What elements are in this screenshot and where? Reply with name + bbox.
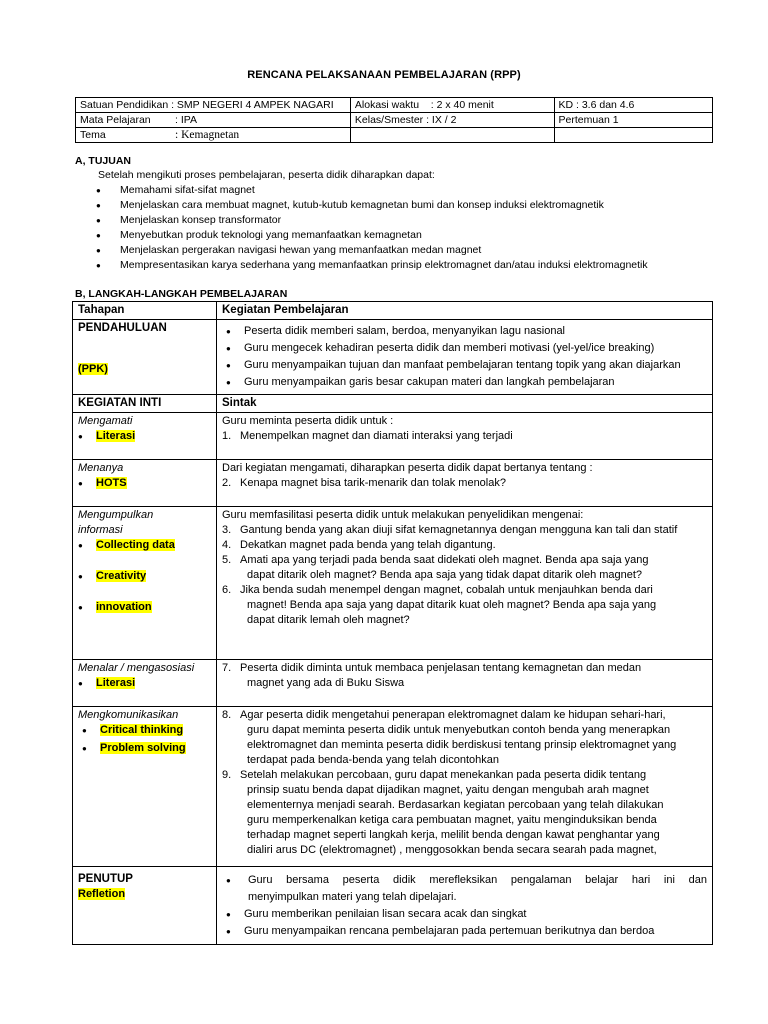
bullet-icon: ●: [96, 231, 101, 240]
stage-cell: [73, 660, 217, 707]
theme-label: Tema: [80, 129, 106, 141]
stage-cell: [73, 507, 217, 660]
skill-tag: HOTS: [96, 477, 127, 489]
table-row: [73, 707, 713, 867]
empty-cell: [350, 128, 554, 143]
list-item: ● Guru menyampaikan garis besar cakupan materi dan langkah pembelajaran: [222, 374, 707, 391]
activity-cell: [217, 707, 713, 867]
list-item-continued: guru dapat meminta peserta didik untuk menyebutkan contoh benda yang menerapkan: [247, 724, 671, 736]
list-item: ● Guru bersama peserta didik merefleksikan pengalaman belajar hari ini dan menyimpulkan materi yang telah dipelajari.: [222, 872, 707, 906]
stage-cell: [73, 320, 217, 395]
list-item-continued: dialiri arus DC (elektromagnet) , menggosokkan benda secara searah pada magnet,: [247, 844, 657, 856]
stage-label: Menalar / mengasosiasi: [78, 662, 195, 674]
theme-cell: [76, 128, 351, 143]
theme-value: : Kemagnetan: [175, 129, 240, 141]
class-semester-cell: Kelas/Smester : IX / 2: [350, 113, 554, 128]
skill-tag: Literasi: [96, 430, 136, 442]
bullet-icon: ●: [226, 910, 231, 919]
identity-table: [75, 97, 713, 143]
kd-cell: KD : 3.6 dan 4.6: [554, 98, 713, 113]
bullet-icon: ●: [78, 679, 83, 688]
list-item-continued: dapat ditarik oleh magnet? Benda apa saja yang tidak dapat ditarik oleh magnet?: [247, 569, 643, 581]
bullet-icon: ●: [78, 432, 83, 441]
stage-label: Mengkomunikasikan: [78, 709, 179, 721]
bullet-icon: ●: [78, 541, 83, 550]
activity-header: Kegiatan Pembelajaran: [217, 302, 713, 320]
list-item: 3. Gantung benda yang akan diuji sifat kemagnetannya dengan mengguna kan tali dan statif: [222, 524, 678, 536]
list-item: 5. Amati apa yang terjadi pada benda saat didekati oleh magnet. Benda apa saja yang: [222, 554, 649, 566]
table-row: [73, 867, 713, 945]
meeting-cell: Pertemuan 1: [554, 113, 713, 128]
bullet-icon: ●: [96, 201, 101, 210]
list-item: 8. Agar peserta didik mengetahui penerapan elektromagnet dalam ke hidupan sehari-hari,: [222, 709, 666, 721]
table-header-row: [73, 302, 713, 320]
list-item: ● Menjelaskan konsep transformator: [96, 214, 282, 226]
table-row: [73, 395, 713, 413]
list-item: ● Guru memberikan penilaian lisan secara acak dan singkat: [222, 906, 707, 923]
list-item-continued: terhadap magnet seperti langkah kerja, melilit benda dengan kawat penghantar yang: [247, 829, 660, 841]
activity-text: Dari kegiatan mengamati, diharapkan peserta didik dapat bertanya tentang :: [222, 462, 593, 474]
bullet-icon: ●: [78, 479, 83, 488]
bullet-icon: ●: [226, 327, 231, 336]
bullet-icon: ●: [78, 603, 83, 612]
table-row: [73, 413, 713, 460]
subject-label: Mata Pelajaran: [80, 114, 151, 126]
stage-cell: [73, 707, 217, 867]
list-item: ● Peserta didik memberi salam, berdoa, menyanyikan lagu nasional: [222, 323, 707, 340]
activity-cell: [217, 460, 713, 507]
bullet-icon: ●: [226, 361, 231, 370]
stage-header: Tahapan: [73, 302, 217, 320]
bullet-icon: ●: [96, 261, 101, 270]
empty-cell: [554, 128, 713, 143]
activity-text: Guru memfasilitasi peserta didik untuk melakukan penyelidikan mengenai:: [222, 509, 584, 521]
bullet-icon: ●: [78, 572, 83, 581]
skill-tag: innovation: [96, 601, 152, 613]
identity-row: [76, 98, 713, 113]
stage-label: Mengamati: [78, 415, 133, 427]
objectives-list: [96, 183, 648, 273]
list-item: ● Guru menyampaikan rencana pembelajaran pada pertemuan berikutnya dan berdoa: [222, 923, 707, 940]
section-a-heading: A, TUJUAN: [75, 155, 132, 167]
list-item-continued: magnet yang ada di Buku Siswa: [247, 677, 405, 689]
list-item: ● Menjelaskan pergerakan navigasi hewan yang memanfaatkan medan magnet: [96, 244, 482, 256]
skill-tag: Creativity: [96, 570, 147, 582]
subject-cell: [76, 113, 351, 128]
skill-tag: Collecting data: [96, 539, 175, 551]
list-item: 1. Menempelkan magnet dan diamati interaksi yang terjadi: [222, 430, 513, 442]
skill-tag: Critical thinking: [100, 724, 184, 736]
stage-label: Menanya: [78, 462, 124, 474]
skill-tag: Refletion: [78, 888, 126, 900]
bullet-icon: ●: [82, 726, 87, 735]
table-row: [73, 507, 713, 660]
list-item: 6. Jika benda sudah menempel dengan magnet, cobalah untuk menjauhkan benda dari: [222, 584, 653, 596]
bullet-icon: ●: [226, 876, 231, 885]
list-item-continued: magnet! Benda apa saja yang dapat ditarik kuat oleh magnet? Benda apa saja yang: [247, 599, 657, 611]
subject-value: : IPA: [175, 114, 197, 126]
document-title: RENCANA PELAKSANAAN PEMBELAJARAN (RPP): [247, 69, 521, 81]
list-item: ● Memahami sifat-sifat magnet: [96, 184, 255, 196]
bullet-icon: ●: [226, 927, 231, 936]
list-item-continued: terdapat pada benda-benda yang telah dicontohkan: [247, 754, 499, 766]
activity-cell: [217, 320, 713, 395]
time-allocation-cell: Alokasi waktu : 2 x 40 menit: [350, 98, 554, 113]
list-item: ● Menyebutkan produk teknologi yang memanfaatkan kemagnetan: [96, 229, 422, 241]
objectives-intro: Setelah mengikuti proses pembelajaran, peserta didik diharapkan dapat:: [98, 169, 435, 181]
list-item-continued: elektromagnet dan meminta peserta didik berdiskusi tentang prinsip elektromagnet yang: [247, 739, 677, 751]
list-item: 7. Peserta didik diminta untuk membaca penjelasan tentang kemagnetan dan medan: [222, 662, 642, 674]
school-cell: Satuan Pendidikan : SMP NEGERI 4 AMPEK NAGARI: [76, 98, 351, 113]
activity-cell: [217, 507, 713, 660]
stage-cell: [73, 460, 217, 507]
learning-steps-table: [72, 301, 713, 945]
bullet-icon: ●: [96, 186, 101, 195]
ppk-tag: (PPK): [78, 363, 108, 375]
skill-tag: Problem solving: [100, 742, 186, 754]
table-row: [73, 460, 713, 507]
stage-label: PENUTUP: [78, 873, 133, 885]
stage-label: KEGIATAN INTI: [73, 395, 217, 413]
list-item: ● Mempresentasikan karya sederhana yang memanfaatkan prinsip elektromagnet dan/atau induksi elektromagnetik: [96, 259, 648, 271]
bullet-icon: ●: [96, 216, 101, 225]
list-item: ● Guru menyampaikan tujuan dan manfaat pembelajaran tentang topik yang akan diajarkan: [222, 357, 707, 374]
list-item: 2. Kenapa magnet bisa tarik-menarik dan tolak menolak?: [222, 477, 506, 489]
identity-row: [76, 113, 713, 128]
stage-label: Mengumpulkan: [78, 509, 154, 521]
activity-text: Guru meminta peserta didik untuk :: [222, 415, 394, 427]
list-item: ● Guru mengecek kehadiran peserta didik dan memberi motivasi (yel-yel/ice breaking): [222, 340, 707, 357]
activity-cell: [217, 413, 713, 460]
activity-cell: [217, 660, 713, 707]
skill-tag: Literasi: [96, 677, 136, 689]
bullet-icon: ●: [226, 378, 231, 387]
stage-label: informasi: [78, 524, 123, 536]
stage-cell: [73, 867, 217, 945]
bullet-icon: ●: [226, 344, 231, 353]
sintak-label: Sintak: [217, 395, 713, 413]
stage-cell: [73, 413, 217, 460]
table-row: [73, 660, 713, 707]
section-b-heading: B, LANGKAH-LANGKAH PEMBELAJARAN: [75, 288, 288, 300]
table-row: [73, 320, 713, 395]
activity-cell: [217, 867, 713, 945]
list-item-continued: guru memperkenalkan ketiga cara pembuatan magnet, yaitu menginduksikan benda: [247, 814, 657, 826]
list-item: 9. Setelah melakukan percobaan, guru dapat menekankan pada peserta didik tentang: [222, 769, 647, 781]
stage-label: PENDAHULUAN: [78, 322, 167, 334]
list-item-continued: prinsip suatu benda dapat dijadikan magnet, yaitu dengan mengubah arah magnet: [247, 784, 649, 796]
bullet-icon: ●: [82, 744, 87, 753]
list-item-continued: elementernya menjadi searah. Berdasarkan kegiatan percobaan yang telah dilakukan: [247, 799, 664, 811]
list-item-continued: dapat ditarik lemah oleh magnet?: [247, 614, 410, 626]
bullet-icon: ●: [96, 246, 101, 255]
list-item: 4. Dekatkan magnet pada benda yang telah digantung.: [222, 539, 496, 551]
identity-row: [76, 128, 713, 143]
list-item: ● Menjelaskan cara membuat magnet, kutub-kutub kemagnetan bumi dan konsep induksi elektromagnetik: [96, 199, 604, 211]
